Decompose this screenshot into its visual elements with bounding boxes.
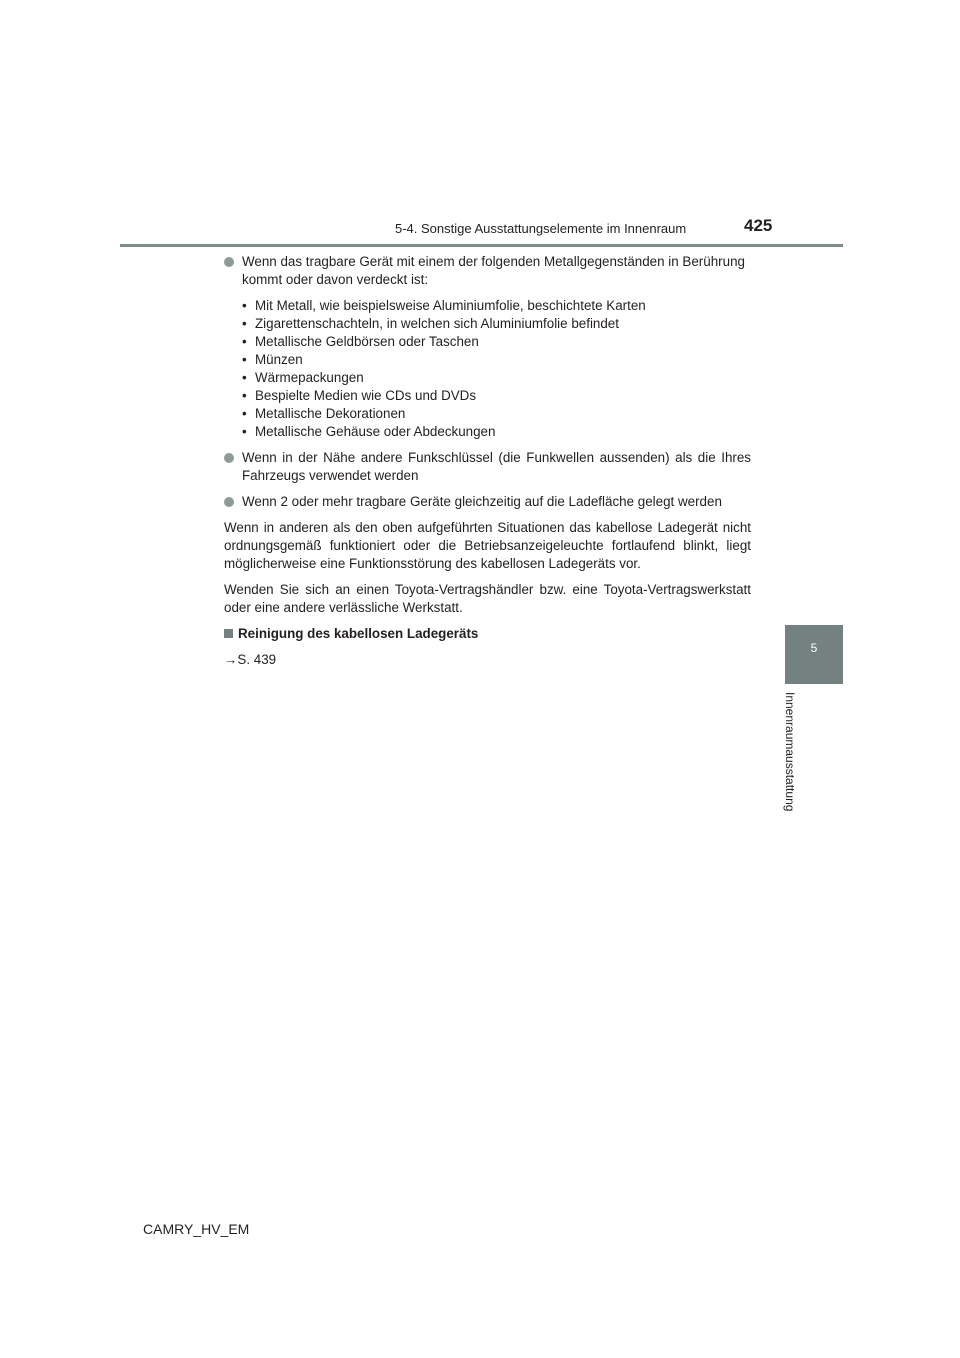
list-item — [242, 315, 751, 333]
list-item-text: Mit Metall, wie beispielsweise Aluminiumfolie, beschichtete Karten — [255, 298, 646, 313]
circle-bullet-icon — [224, 257, 234, 267]
dot-bullet-icon: • — [242, 424, 247, 439]
bullet-item — [224, 449, 751, 485]
list-item-text: Metallische Dekorationen — [255, 406, 406, 421]
bullet-text: Wenn 2 oder mehr tragbare Geräte gleichzeitig auf die Ladefläche gelegt werden — [242, 494, 722, 509]
page-number: 425 — [744, 216, 773, 235]
page-reference: →S. 439 — [224, 652, 277, 667]
chapter-label: Innenraumausstattung — [783, 692, 797, 812]
list-item — [242, 333, 751, 351]
list-item — [242, 369, 751, 387]
dot-bullet-icon: • — [242, 406, 247, 421]
header-divider — [120, 244, 843, 247]
document-code: CAMRY_HV_EM — [143, 1221, 250, 1237]
section-heading-text: Reinigung des kabellosen Ladegeräts — [238, 626, 479, 641]
list-item-text: Metallische Geldbörsen oder Taschen — [255, 334, 479, 349]
dot-bullet-icon: • — [242, 388, 247, 403]
list-item — [242, 423, 751, 441]
list-item — [242, 405, 751, 423]
chapter-tab: 5 — [785, 625, 843, 684]
list-item-text: Metallische Gehäuse oder Abdeckungen — [255, 424, 496, 439]
bullet-item — [224, 493, 751, 511]
dot-bullet-icon: • — [242, 370, 247, 385]
dot-bullet-icon: • — [242, 316, 247, 331]
circle-bullet-icon — [224, 453, 234, 463]
dot-bullet-icon: • — [242, 352, 247, 367]
list-item — [242, 351, 751, 369]
section-heading — [224, 625, 751, 643]
list-item — [242, 387, 751, 405]
dot-bullet-icon: • — [242, 334, 247, 349]
list-item — [242, 297, 751, 315]
list-item-text: Bespielte Medien wie CDs und DVDs — [255, 388, 477, 403]
header-section-title: 5-4. Sonstige Ausstattungselemente im Innenraum — [395, 221, 687, 236]
list-item-text: Wärmepackungen — [255, 370, 364, 385]
square-bullet-icon — [224, 629, 233, 638]
main-content — [224, 253, 751, 669]
list-item-text: Zigarettenschachteln, in welchen sich Aluminiumfolie befindet — [255, 316, 619, 331]
bullet-item — [224, 253, 751, 289]
paragraph: Wenden Sie sich an einen Toyota-Vertragshändler bzw. eine Toyota-Vertragswerkstatt oder eine andere verlässliche Werkstatt. — [224, 582, 751, 615]
bullet-text: Wenn das tragbare Gerät mit einem der folgenden Metallgegenständen in Berührung kommt oder davon verdeckt ist: — [242, 254, 745, 287]
sub-list — [242, 297, 751, 441]
circle-bullet-icon — [224, 497, 234, 507]
bullet-text: Wenn in der Nähe andere Funkschlüssel (die Funkwellen aussenden) als die Ihres Fahrzeugs verwendet werden — [242, 450, 751, 483]
dot-bullet-icon: • — [242, 298, 247, 313]
list-item-text: Münzen — [255, 352, 303, 367]
paragraph: Wenn in anderen als den oben aufgeführten Situationen das kabellose Ladegerät nicht ordnungsgemäß funktioniert oder die Betriebsanzeigeleuchte fortlaufend blinkt, liegt möglicherweise eine Funktionsstörung des kabellosen Ladegeräts vor. — [224, 520, 751, 571]
